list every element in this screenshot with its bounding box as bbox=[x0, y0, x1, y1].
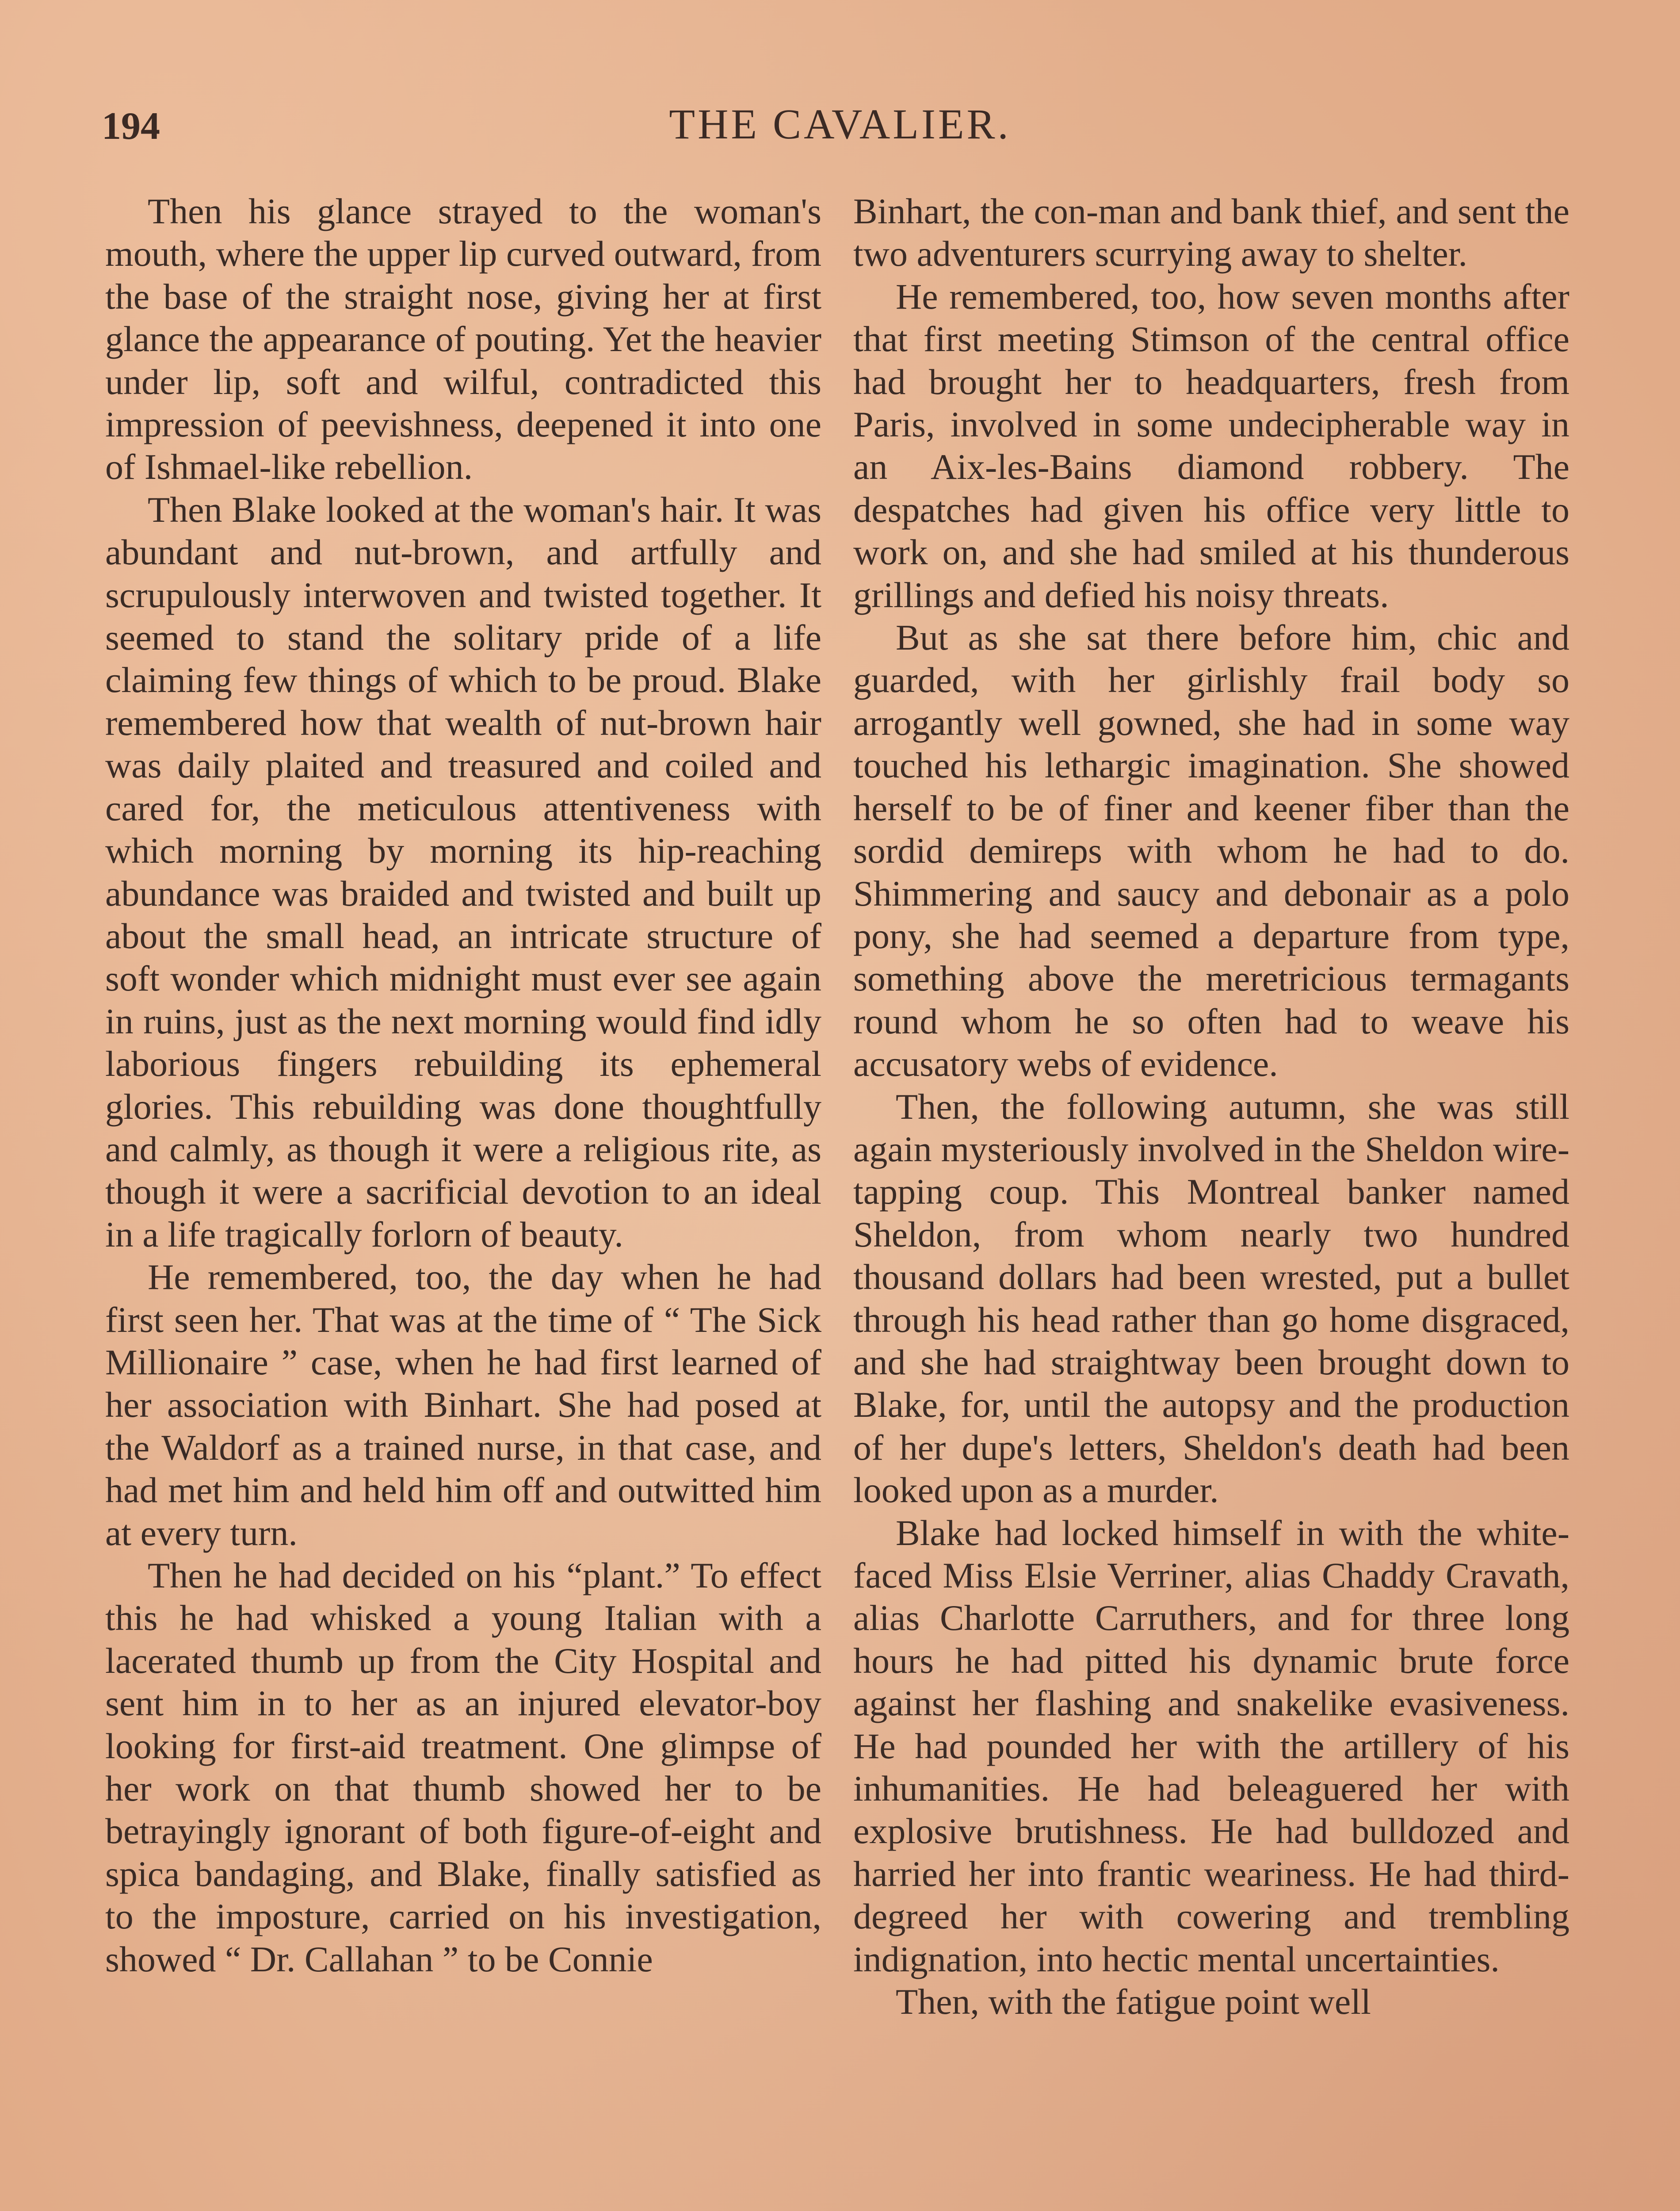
paragraph: He remembered, too, how seven months after that first meeting Stimson of the central office had brought her to headquarters, fresh from Paris, involved in some undecipherable way in an Aix-les-Bains diamond robbery. The despatches had given his office very little to work on, and she had smiled at his thunderous grillings and defied his noisy threats. bbox=[853, 276, 1569, 615]
paragraph: Then, the following autumn, she was still again mysteriously involved in the Sheldon wire-tapping coup. This Montreal banker named Sheldon, from whom nearly two hundred thousand dollars had been wrested, put a bullet through his head rather than go home disgraced, and she had straightway been brought down to Blake, for, until the autopsy and the production of her dupe's letters, Sheldon's death had been looked upon as a murder. bbox=[853, 1086, 1569, 1511]
page-header bbox=[102, 95, 1578, 166]
paragraph-continuation: Binhart, the con-man and bank thief, and sent the two adventurers scurrying away to shelter. bbox=[853, 191, 1569, 274]
paragraph: Then Blake looked at the woman's hair. It was abundant and nut-brown, and artfully and scrupulously interwoven and twisted together. It seemed to stand the solitary pride of a life claiming few things of which to be proud. Blake remembered how that wealth of nut-brown hair was daily plaited and treasured and coiled and cared for, the meticulous attentiveness with which morning by morning its hip-reaching abundance was braided and twisted and built up about the small head, an intricate structure of soft wonder which midnight must ever see again in ruins, just as the next morning would find idly laborious fingers rebuilding its ephemeral glories. This rebuilding was done thoughtfully and calmly, as though it were a religious rite, as though it were a sacrificial devotion to an ideal in a life tragically forlorn of beauty. bbox=[105, 489, 821, 1255]
right-column bbox=[853, 190, 1569, 2023]
paragraph: But as she sat there before him, chic and guarded, with her girlishly frail body so arrogantly well gowned, she had in some way touched his lethargic imagination. She showed herself to be of finer and keener fiber than the sordid demireps with whom he had to do. Shimmering and saucy and debonair as a polo pony, she had seemed a departure from type, something above the meretricious termagants round whom he so often had to weave his accusatory webs of evidence. bbox=[853, 617, 1569, 1084]
left-column bbox=[105, 190, 821, 1981]
paragraph: Then, with the fatigue point well bbox=[896, 1981, 1371, 2022]
page-number: 194 bbox=[102, 105, 160, 148]
running-title: THE CAVALIER. bbox=[669, 100, 1011, 148]
paragraph: Blake had locked himself in with the white-faced Miss Elsie Verriner, alias Chaddy Cravath, alias Charlotte Carruthers, and for three long hours he had pitted his dynamic brute force against her flashing and snakelike evasiveness. He had pounded her with the artillery of his inhumanities. He had beleaguered her with explosive brutishness. He had bulldozed and harried her into frantic weariness. He had third-degreed her with cowering and trembling indignation, into hectic mental uncertainties. bbox=[853, 1512, 1569, 1979]
paragraph: He remembered, too, the day when he had first seen her. That was at the time of “ The Sick Millionaire ” case, when he had first learned of her association with Binhart. She had posed at the Waldorf as a trained nurse, in that case, and had met him and held him off and outwitted him at every turn. bbox=[105, 1257, 821, 1553]
paragraph: Then his glance strayed to the woman's mouth, where the upper lip curved outward, from the base of the straight nose, giving her at first glance the appearance of pouting. Yet the heavier under lip, soft and wilful, contradicted this impression of peevishness, deepened it into one of Ishmael-like rebellion. bbox=[105, 191, 821, 487]
paragraph: Then he had decided on his “plant.” To effect this he had whisked a young Italian with a lacerated thumb up from the City Hospital and sent him in to her as an injured elevator-boy looking for first-aid treatment. One glimpse of her work on that thumb showed her to be betrayingly ignorant of both figure-of-eight and spica bandaging, and Blake, finally satisfied as to the imposture, carried on his investigation, showed “ Dr. Callahan ” to be Connie bbox=[105, 1555, 821, 1979]
